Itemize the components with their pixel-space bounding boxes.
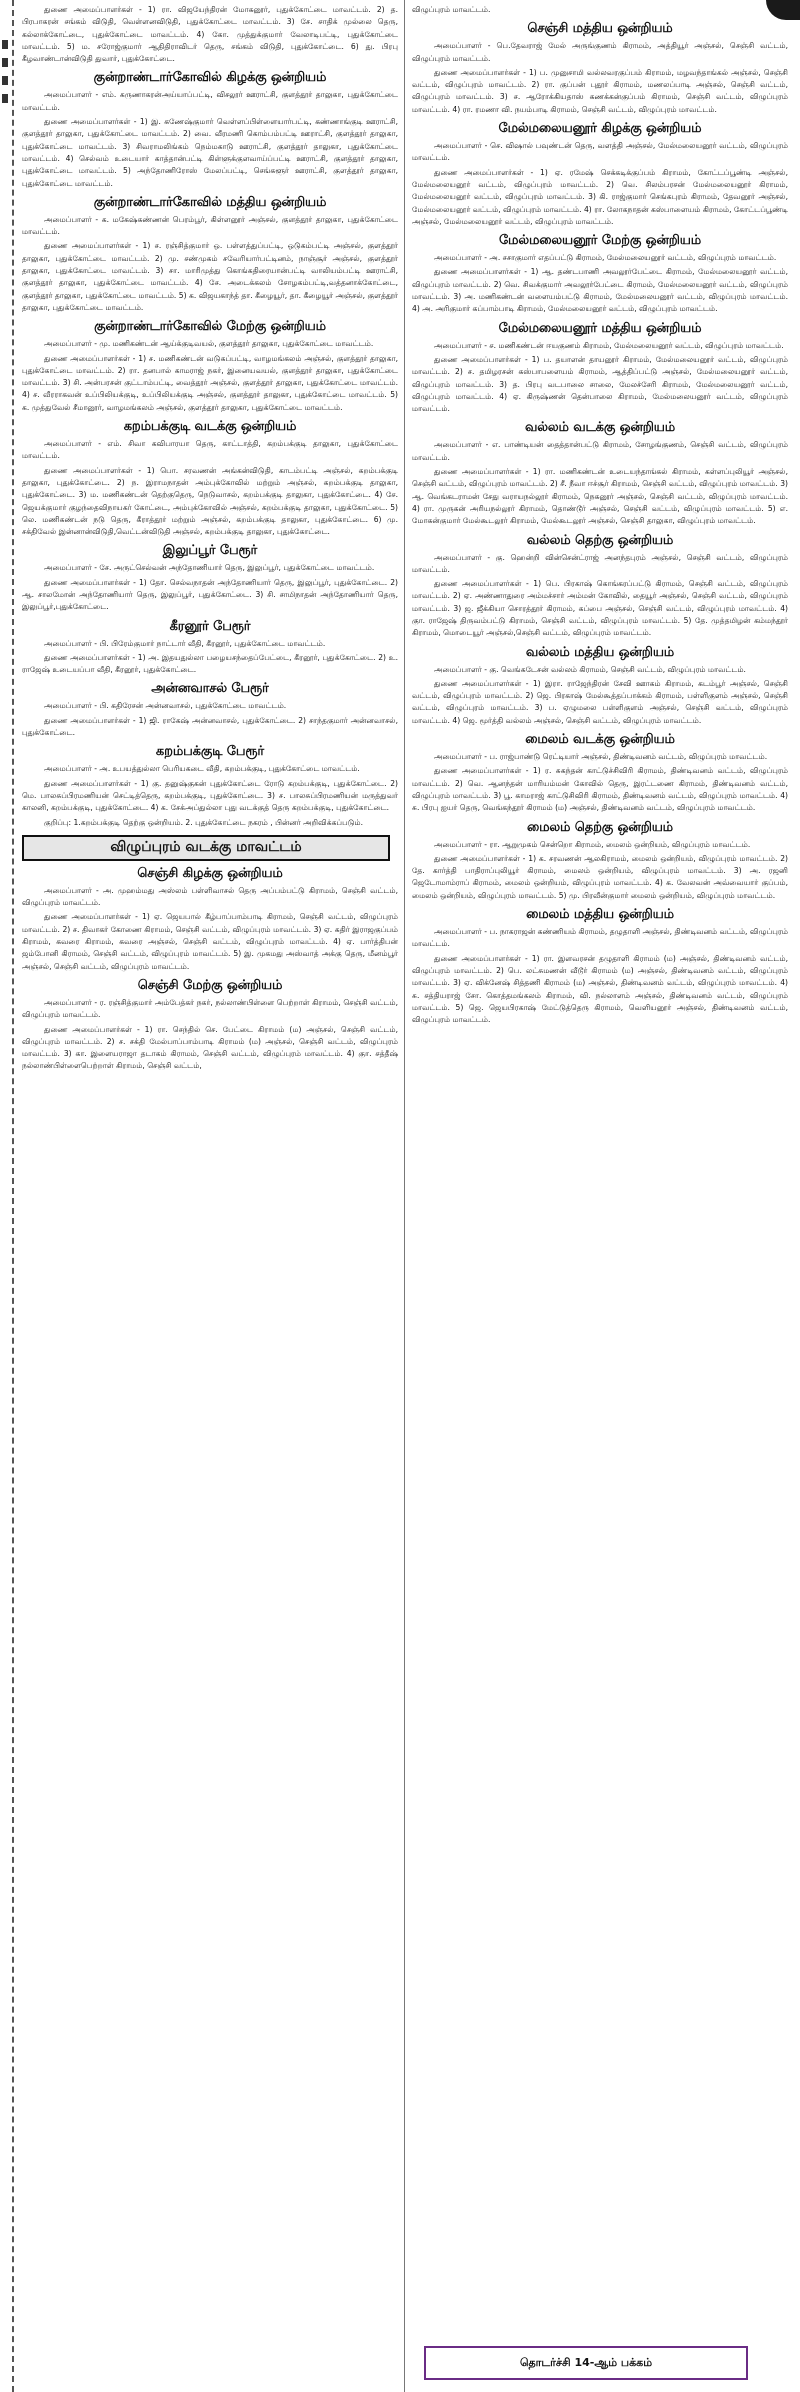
body-paragraph: துணை அமைப்பாளர்கள் - 1) ஏ. ஜெயபால் கீழ்பாப்பாம்பாடி கிராமம், செஞ்சி வட்டம், விழுப்புரம் மாவட்டம். 2) ச. திவாகர் கோணை கிராமம், செஞ்சி வட்டம், விழுப்புரம் மாவட்டம். 3) ஏ. கதிர் இராஜகுப்பம் கிராமம், கவரை கிராமம், கவரை அஞ்சல், செஞ்சி வட்டம், விழுப்புரம் மாவட்டம். 4) ஏ. பார்த்திபன் ஜம்போனி கிராமம், செஞ்சி வட்டம், விழுப்புரம் மாவட்டம். 5) இ. முகமது அஸ்வாத் அக்கு தெரு, மீனம்பூர் அஞ்சல், செஞ்சி வட்டம், விழுப்புரம் மாவட்டம். xyxy=(22,912,398,971)
body-paragraph: துணை அமைப்பாளர்கள் - 1) ச. மணிகண்டன் வடுகப்பட்டி, வாழமங்கலம் அஞ்சல், குளத்தூர் தாலுகா, புதுக்கோட்டை மாவட்டம். 2) ரா. தனபால் காமராஜ் நகர், இனையவயல், குளத்தூர் தாலுகா, புதுக்கோட்டை மாவட்டம். 3) சி. அன்பரசன் குட்டாம்பட்டி, வைத்தூர் அஞ்சல், குளத்தூர் தாலுகா, புதுக்கோட்டை மாவட்டம். 4) ச. வீரராகவன் உப்பிலியக்குடி, உப்பிலியக்குடி அஞ்சல், குளத்தூர் தாலுகா, புதுக்கோட்டை மாவட்டம். 5) க. முத்துவேல் சீமானூர், வாழமங்கலம் அஞ்சல், குளத்தூர் தாலுகா, புதுக்கோட்டை மாவட்டம். xyxy=(22,353,398,412)
body-paragraph: துணை அமைப்பாளர்கள் - 1) இ. கணேஷ்குமார் வெள்ளப்பிள்ளையார்பட்டி, கண்ணாங்குடி ஊராட்சி, குளத்தூர் தாலுகா, புதுக்கோட்டை மாவட்டம். 2) வை. வீரமணி கொம்பம்பட்டி ஊராட்சி, குளத்தூர் தாலுகா, புதுக்கோட்டை மாவட்டம். 3) சிவராமலிங்கம் நெம்மகாடு ஊராட்சி, குளத்தூர் தாலுகா, புதுக்கோட்டை மாவட்டம். 4) செல்வம் உடையார் காத்தான்பட்டி கிள்ளுக்குளவாய்ப்பட்டி ஊராட்சி, குளத்தூர் தாலுகா, புதுக்கோட்டை மாவட்டம். 5) அந்தோணிரோஸ் மேலப்பட்டி, செங்களூர் ஊராட்சி, குளத்தூர் தாலுகா, புதுக்கோட்டை மாவட்டம். xyxy=(22,117,398,188)
body-paragraph: துணை அமைப்பாளர்கள் - 1) ஏ. ரமேஷ் செக்கடிக்குப்பம் கிராமம், கோட்டப்பூண்டி அஞ்சல், மேல்மலையனூர் வட்டம், விழுப்புரம் மாவட்டம். 2) வெ. சிலம்பரசன் மேல்மலையனூர் கிராமம், மேல்மலையனூர் வட்டம், விழுப்புரம் மாவட்டம். 3) கி. ராஜ்குமார் செங்கபுரம் கிராமம், தேவனூர் அஞ்சல், மேல்மலையனூர் வட்டம், விழுப்புரம் மாவட்டம். 4) ரா. லோகநாதன் கஸ்பாளையம் கிராமம், கோட்டப்பூண்டி அஞ்சல், மேல்மலையனூர் வட்டம், விழுப்புரம் மாவட்டம். xyxy=(412,167,788,226)
body-paragraph: துணை அமைப்பாளர்கள் - 1) ப. முனுசாமி வல்லவரகுப்பம் கிராமம், மழவந்தாங்கல் அஞ்சல், செஞ்சி வட்டம், விழுப்புரம் மாவட்டம். 2) ரா. குப்பன் புதூர் கிராமம், மணலப்பாடி அஞ்சல், செஞ்சி வட்டம், விழுப்புரம் மாவட்டம். 3) ச. ஆரோக்கியதாஸ் கணக்கன்குப்பம் கிராமம், செஞ்சி வட்டம், விழுப்புரம் மாவட்டம். 4) ரா. ரமணா வி. நயம்பாடி கிராமம், செஞ்சி வட்டம், விழுப்புரம் மாவட்டம். xyxy=(412,67,788,114)
section-heading: குன்றாண்டார்கோவில் கிழக்கு ஒன்றியம் xyxy=(93,70,327,86)
body-paragraph: அமைப்பாளர் - ர. ரஞ்சித்குமார் அம்பேத்கர் நகர், நல்லாண்பிள்ளை பெற்றாள் கிராமம், செஞ்சி வட்டம், விழுப்புரம் மாவட்டம். xyxy=(22,997,398,1020)
district-banner: விழுப்புரம் வடக்கு மாவட்டம் xyxy=(22,835,390,861)
body-paragraph: அமைப்பாளர் - அ. சசாகுமார் எதப்பட்டு கிராமம், மேல்மலையனூர் வட்டம், விழுப்புரம் மாவட்டம். xyxy=(434,253,777,263)
body-paragraph: அமைப்பாளர் - கு. வெங்கடேசன் வல்லம் கிராமம், செஞ்சி வட்டம், விழுப்புரம் மாவட்டம். xyxy=(434,664,746,674)
section-heading: மேல்மலையனூர் மேற்கு ஒன்றியம் xyxy=(498,233,702,249)
edge-mark xyxy=(2,40,8,49)
body-paragraph: அமைப்பாளர் - பெ.தேவராஜ் மேல் அருங்குணம் கிராமம், அத்தியூர் அஞ்சல், செஞ்சி வட்டம், விழுப்புரம் மாவட்டம். xyxy=(412,41,788,63)
body-paragraph: துணை அமைப்பாளர்கள் - 1) பெ. பிரகாஷ் கொங்கரப்பட்டு கிராமம், செஞ்சி வட்டம், விழுப்புரம் மாவட்டம். 2) ஏ. அண்ணாதுரை அம்மச்சார் அம்மன் கோவில், தையூர் அஞ்சல், செஞ்சி வட்டம், விழுப்புரம் மாவட்டம். 3) ஜ. ஜீக்கியா சொரத்தூர் கிராமம், கப்பை அஞ்சல், செஞ்சி வட்டம், விழுப்புரம் மாவட்டம். 4) குா. ராஜேஷ் திருவம்பட்டு கிராமம், செஞ்சி வட்டம், விழுப்புரம் மாவட்டம். 5) தே. முத்தமிழன் கம்மந்தூர் கிராமம், மொடையூர் அஞ்சல்,செஞ்சி வட்டம், விழுப்புரம் மாவட்டம். xyxy=(412,579,788,638)
section-heading: குன்றாண்டார்கோவில் மத்திய ஒன்றியம் xyxy=(93,194,327,210)
section-heading: செஞ்சி மேற்கு ஒன்றியம் xyxy=(137,977,283,993)
body-paragraph: அமைப்பாளர் - பி. கதிரேசன் அன்னவாசல், புதுக்கோட்டை மாவட்டம். xyxy=(44,701,287,711)
body-paragraph: துணை அமைப்பாளர்கள் - 1) ஜி. ராகேஷ் அன்னவாசல், புதுக்கோட்டை. 2) சாந்தகுமார் அன்னவாசல், புதுக்கோட்டை. xyxy=(22,715,398,738)
body-paragraph: துணை அமைப்பாளர்கள் - 1) ரா. மணிகண்டன் உடையந்தாங்கல் கிராமம், கள்ளப்புலியூர் அஞ்சல், செஞ்சி வட்டம், விழுப்புரம் மாவட்டம். 2) சீ. நீவா ஈச்சூர் கிராமம், செஞ்சி வட்டம், விழுப்புரம் மாவட்டம். 3) ஆ. வெங்கடராமன் சேது வராயநல்லூர் கிராமம், நெகனூர் அஞ்சல், செஞ்சி வட்டம், விழுப்புரம் மாவட்டம். 4) ரா. முருகன் அரியநல்லூர் கிராமம், தொண்டூர் அஞ்சல், செஞ்சி வட்டம், விழுப்புரம் மாவட்டம். 5) எ. மோகன்குமார் மேல்கூடலூர் கிராமம், மேல்கூடலூர் அஞ்சல், செஞ்சி தாலுகா, விழுப்புரம் மாவட்டம். xyxy=(412,467,788,526)
continuation-box: தொடர்ச்சி 14-ஆம் பக்கம் xyxy=(424,2346,748,2380)
section-heading: கீரனூர் பேரூர் xyxy=(169,618,251,634)
body-paragraph: துணை அமைப்பாளர்கள் - 1) கு. தனுஷ்குகன் புதுக்கோட்டை ரோடு கறம்பக்குடி, புதுக்கோட்டை. 2) மெ. பாலசுப்பிரமணியன் செட்டித்தெரு, கறம்பக்குடி, புதுக்கோட்டை. 3) ச. பாலசுப்பிரமணியன் மருத்துவர் காலனி, கறம்பக்குடி, புதுக்கோட்டை. 4) க. சேக்அப்துல்லா புது வடக்குத் தெரு கறம்பக்குடி, புதுக்கோட்டை. xyxy=(22,778,398,813)
section-heading: வல்லம் மத்திய ஒன்றியம் xyxy=(525,644,675,660)
section-heading: மைலம் வடக்கு ஒன்றியம் xyxy=(525,732,675,748)
body-paragraph: துணை அமைப்பாளர்கள் - 1) பொ. சரவணன் அங்கன்விடுதி, காடம்பட்டி அஞ்சல், கறம்பக்குடி தாலுகா, புதுக்கோட்டை. 2) ந. இராமநாதன் அம்புக்கோவில் மற்றும் அஞ்சல், கறம்பக்குடி தாலுகா, புதுக்கோட்டை. 3) ம. மணிகண்டன் தெற்குதெரு, நெடுவாசல், கறம்பக்குடி தாலுகா, புதுக்கோட்டை. 4) சே. ஜெயக்குமார் குழந்தைவிநாயகர் கோட்டை, அம்புக்கோவில் அஞ்சல், கறம்பக்குடி தாலுகா, புதுக்கோட்டை. 5) லெ. மணிகண்டன் நடு தெரு, கீராத்தூர் மற்றும் அஞ்சல், கறம்பக்குடி தாலுகா, புதுக்கோட்டை. 6) மு. சக்திவேல் இன்னான்விடுதி,வெட்டன்விடுதி அஞ்சல், கறம்பக்குடி தாலுகா, புதுக்கோட்டை. xyxy=(22,465,398,537)
section-heading: மைலம் தெற்கு ஒன்றியம் xyxy=(527,819,673,835)
perforated-edge xyxy=(0,0,14,2392)
edge-mark xyxy=(2,58,8,67)
body-paragraph: அமைப்பாளர் - செ. விஷால் பவுண்டன் தெரு, வளத்தி அஞ்சல், மேல்மலையனூர் வட்டம், விழுப்புரம் மாவட்டம். xyxy=(412,141,788,163)
body-paragraph: துணை அமைப்பாளர்கள் - 1) க. சரவணன் ஆலகிராமம், மைலம் ஒன்றியம், விழுப்புரம் மாவட்டம். 2) தே. கார்த்தி பாதிராப்புலியூர் கிராமம், மைலம் ஒன்றியம், விழுப்புரம் மாவட்டம். 3) அ. ரஜனி ஜெடோமாம்ராப் கிராமம், மைலம் ஒன்றியம், விழுப்புரம் மாவட்டம். 4) க. வேலவன் அவ்வையார் குப்பம், மைலம் ஒன்றியம், விழுப்புரம் மாவட்டம். 5) மு. பிரவீன்குமார் மைலம் ஒன்றியம், விழுப்புரம் மாவட்டம். xyxy=(412,853,788,900)
body-paragraph: அமைப்பாளர் - எ. பாண்டியன் தைத்தான்பட்டு கிராமம், சோழங்குணம், செஞ்சி வட்டம், விழுப்புரம் மாவட்டம். xyxy=(412,440,788,462)
body-paragraph: அமைப்பாளர் - ப. நாகராஜன் கண்ணியம் கிராமம், தழுதாளி அஞ்சல், திண்டிவனம் வட்டம், விழுப்புரம் மாவட்டம். xyxy=(412,927,788,949)
section-heading: வல்லம் தெற்கு ஒன்றியம் xyxy=(526,532,674,548)
section-heading: வல்லம் வடக்கு ஒன்றியம் xyxy=(524,420,676,436)
section-heading: அன்னவாசல் பேரூர் xyxy=(151,681,269,697)
column-divider xyxy=(404,0,405,2392)
body-paragraph: அமைப்பாளர் - அ. முஹம்மது அஸ்லம் பள்ளிவாசல் தெரு அப்பம்பட்டு கிராமம், செஞ்சி வட்டம், விழுப்புரம் மாவட்டம். xyxy=(22,885,398,908)
body-paragraph: துணை அமைப்பாளர்கள் - 1) ரா. இளவரசன் தழுதாளி கிராமம் (ம) அஞ்சல், திண்டிவனம் வட்டம், விழுப்புரம் மாவட்டம். 2) பெ. லட்சுமணன் வீடூர் கிராமம் (ம) அஞ்சல், திண்டிவனம் வட்டம், விழுப்புரம் மாவட்டம். 3) ஏ. விக்னேஷ் சித்தணி கிராமம் (ம) அஞ்சல், திண்டிவனம் வட்டம், விழுப்புரம் மாவட்டம். 4) சு. சத்தியராஜ் சோ. கொத்தமங்கலம் கிராமம், வி. நல்லாளம் அஞ்சல், திண்டிவனம் வட்டம், விழுப்புரம் மாவட்டம். 5) ஜெ. ஜெயபிரகாஷ் மேட்டுத்தெரு கிராமம், வெளியனூர் அஞ்சல், திண்டிவனம் வட்டம், விழுப்புரம் மாவட்டம். xyxy=(412,953,788,1025)
body-paragraph: துணை அமைப்பாளர்கள் - 1) இரா. ராஜேந்திரன் சேவி ஊாகம் கிராமம், கடம்பூர் அஞ்சல், செஞ்சி வட்டம், விழுப்புரம் மாவட்டம். 2) ஜெ. பிரகாஷ் மேல்கூத்தப்பாக்கம் கிராமம், பள்ளிகுளம் அஞ்சல், செஞ்சி வட்டம், விழுப்புரம் மாவட்டம். 3) ப. ஏழுமலை பள்ளிகுளம் அஞ்சல், செஞ்சி வட்டம், விழுப்புரம் மாவட்டம். 4) ஜெ. மூர்த்தி வல்லம் அஞ்சல், செஞ்சி வட்டம், விழுப்புரம் மாவட்டம். xyxy=(412,678,788,725)
body-paragraph: அமைப்பாளர் - ப. ராஜ்பாண்டு ரெட்டியார் அஞ்சல், திண்டிவனம் வட்டம், விழுப்புரம் மாவட்டம். xyxy=(434,752,768,762)
right-column xyxy=(412,4,788,1028)
section-heading: மேல்மலையனூர் மத்திய ஒன்றியம் xyxy=(498,320,702,336)
edge-mark xyxy=(2,76,8,85)
body-paragraph: அமைப்பாளர் - ச. மணிகண்டன் ஈயகுணம் கிராமம், மேல்மலையனூர் வட்டம், விழுப்புரம் மாவட்டம். xyxy=(434,340,784,350)
body-paragraph: அமைப்பாளர் - கு. ஹென்றி வின்சென்ட்ராஜ் அனந்தபுரம் அஞ்சல், செஞ்சி வட்டம், விழுப்புரம் மாவட்டம். xyxy=(412,552,788,574)
body-paragraph: அமைப்பாளர் - க. மகேஷ்கண்ணன் பெரம்பூர், கிள்ளனூர் அஞ்சல், குளத்தூர் தாலுகா, புதுக்கோட்டை மாவட்டம். xyxy=(22,214,398,237)
body-paragraph: அமைப்பாளர் - சே. அருட்செல்வன் அந்தோணியார் தெரு, இலுப்பூர், புதுக்கோட்டை மாவட்டம். xyxy=(44,563,375,573)
section-heading: மேல்மலையனூர் கிழக்கு ஒன்றியம் xyxy=(498,121,702,137)
body-paragraph: அமைப்பாளர் - ரா. ஆறுமுகம் சென்றொ கிராமம், மைலம் ஒன்றியம், விழுப்புரம் மாவட்டம். xyxy=(434,839,751,849)
body-paragraph: அமைப்பாளர் - எம். சிவா கவிபாரயா தெரு, காட்டாத்தி, கறம்பக்குடி தாலுகா, புதுக்கோட்டை மாவட்டம். xyxy=(22,439,398,461)
body-paragraph: அமைப்பாளர் - அ. உபயத்துல்லா பெரியகடை வீதி, கறம்பக்குடி, புதுக்கோட்டை மாவட்டம். xyxy=(44,764,360,774)
section-heading: மைலம் மத்திய ஒன்றியம் xyxy=(526,907,674,923)
edge-mark xyxy=(2,94,8,103)
section-heading: இலுப்பூர் பேரூர் xyxy=(162,543,258,559)
body-paragraph: அமைப்பாளர் - மு. மணிகண்டன் ஆய்க்குடிவயல், குளத்தூர் தாலுகா, புதுக்கோட்டை மாவட்டம். xyxy=(44,339,374,349)
section-heading: கறம்பக்குடி வடக்கு ஒன்றியம் xyxy=(123,419,297,435)
body-paragraph: அமைப்பாளர் - பி. பிரேம்குமார் நாட்டார் வீதி, கீரனூர், புதுக்கோட்டை மாவட்டம். xyxy=(44,638,326,648)
section-heading: செஞ்சி கிழக்கு ஒன்றியம் xyxy=(137,865,283,881)
body-paragraph: துணை அமைப்பாளர்கள் - 1) ஆ. தண்டபாணி அவலூர்பேட்டை கிராமம், மேல்மலையனூர் வட்டம், விழுப்புரம் மாவட்டம். 2) வெ. சிவக்குமார் அவலூர்பேட்டை கிராமம், மேல்மலையனூர் வட்டம், விழுப்புரம் மாவட்டம். 3) அ. மணிகண்டன் வளையம்பட்டு கிராமம், மேல்மலையனூர் வட்டம், விழுப்புரம் மாவட்டம். 4) அ. அரிகுமார் கப்பாம்பாடி கிராமம், மேல்மலையனூர் வட்டம், விழுப்புரம் மாவட்டம். xyxy=(412,267,788,314)
body-paragraph: விழுப்புரம் மாவட்டம். xyxy=(412,5,491,14)
section-heading: கறம்பக்குடி பேரூர் xyxy=(155,744,265,760)
body-paragraph: துணை அமைப்பாளர்கள் - 1) ரா. விஜயேந்திரன் மோகனூர், புதுக்கோட்டை மாவட்டம். 2) த. பிரபாகரன் சங்கம் விடுதி, வெள்ளனவிடுதி, புதுக்கோட்டை மாவட்டம். 3) சே. சாதிக் முல்லை தெரு, கல்லாக்கோட்டை, புதுக்கோட்டை மாவட்டம். 4) கோ. முத்துக்குமார் வேலாடிபட்டி, புதுக்கோட்டை மாவட்டம். 5) ம. சரோஜ்குமார் ஆதிதிராவிடர் தெரு, சங்கம் விடுதி, புதுக்கோட்டை. 6) து. பிரபு கீழவாண்டான்விடுதி துவார், புதுக்கோட்டை. xyxy=(22,5,398,64)
section-heading: குன்றாண்டார்கோவில் மேற்கு ஒன்றியம் xyxy=(94,319,326,335)
body-paragraph: துணை அமைப்பாளர்கள் - 1) ரா. செந்தில் செ. பேட்டை கிராமம் (ம) அஞ்சல், செஞ்சி வட்டம், விழுப்புரம் மாவட்டம். 2) ச. சக்தி மேல்பாப்பாம்பாடி கிராமம் (ம) அஞ்சல், செஞ்சி வட்டம், விழுப்புரம் மாவட்டம். 3) கா. இளையராஜா தடாகம் கிராமம், செஞ்சி வட்டம், விழுப்புரம் மாவட்டம். 4) குா. சத்தீஷ் நல்லாண்பிள்ளைபெற்றாள் கிராமம், செஞ்சி வட்டம், xyxy=(22,1024,398,1071)
body-paragraph: குறிப்பு: 1.கறம்பக்குடி தெற்கு ஒன்றியம். 2. புதுக்கோட்டை நகரம் , பின்னர் அறிவிக்கப்படும். xyxy=(44,817,364,827)
left-column xyxy=(22,4,398,1075)
body-paragraph: அமைப்பாளர் - எம். கருணாகரன்அய்யாப்பட்டி, விசலூர் ஊராட்சி, குளத்தூர் தாலுகா, புதுக்கோட்டை மாவட்டம். xyxy=(22,90,398,112)
body-paragraph: துணை அமைப்பாளர்கள் - 1) ர. சுகந்தன் காட்டுச்சிவிரி கிராமம், திண்டிவனம் வட்டம், விழுப்புரம் மாவட்டம். 2) வெ. ஆனந்தன் மாரியம்மன் கோவில் தெரு, இரட்டணை கிராமம், திண்டிவனம் வட்டம், விழுப்புரம் மாவட்டம். 3) பூ. காமராஜ் காட்டுசிவிரி கிராமம், திண்டிவனம் வட்டம், விழுப்புரம் மாவட்டம். 4) சு. பிரபு ஐயர் தெரு, வெங்கந்தூர் கிராமம் (ம) அஞ்சல், திண்டிவனம் வட்டம், விழுப்புரம் மாவட்டம். xyxy=(412,766,788,813)
body-paragraph: துணை அமைப்பாளர்கள் - 1) ப. தயாளன் தாயனூர் கிராமம், மேல்மலையனூர் வட்டம், விழுப்புரம் மாவட்டம். 2) ச. தமிழரசன் கஸ்பாபளையம் கிராமம், ஆத்திப்பட்டு அஞ்சல், மேல்மலையனூர் வட்டம், விழுப்புரம் மாவட்டம். 3) த. பிரபு வடபாலை சாலை, மேலச்சேரி கிராமம், மேல்மலையனூர் வட்டம், விழுப்புரம் மாவட்டம். 4) ஏ. கிருஷ்ணன் தென்பாலை கிராமம், மேல்மலையனூர் வட்டம், விழுப்புரம் மாவட்டம். xyxy=(412,354,788,414)
body-paragraph: துணை அமைப்பாளர்கள் - 1) ச. ரஞ்சித்குமார் ஒ. பள்ளத்துப்பட்டி, ஒடுகம்பட்டி அஞ்சல், குளத்தூர் தாலுகா, புதுக்கோட்டை மாவட்டம். 2) மு. சண்முகம் சவேரியார்பட்டினம், நாஞ்சூர் அஞ்சல், குளத்தூர் தாலுகா, புதுக்கோட்டை மாவட்டம். 3) சா. மாரிமுத்து கொங்கதிரையான்பட்டி வாலியம்பட்டி ஊராட்சி, குளத்தூர் தாலுகா, புதுக்கோட்டை மாவட்டம். 4) சே. அடைக்கலம் சோழகம்பட்டி,வத்தனாக்கோட்டை, குளத்தூர் தாலுகா, புதுக்கோட்டை மாவட்டம். 5) க. விஜயகாந்த் தா. கீழையூர், தா. கீழையூர் அஞ்சல், குளத்தூர் தாலுகா, புதுக்கோட்டை மாவட்டம். xyxy=(22,241,398,312)
section-heading: செஞ்சி மத்திய ஒன்றியம் xyxy=(527,21,673,37)
body-paragraph: துணை அமைப்பாளர்கள் - 1) தோ. செல்வநாதன் அந்தோணியார் தெரு, இலுப்பூர், புதுக்கோட்டை. 2) ஆ. சாலமோன் அந்தோணியார் தெரு, இலுப்பூர், புதுக்கோட்டை. 3) சி. சாமிநாதன் அந்தோணியார் தெரு, இலுப்பூர்,புதுக்கோட்டை. xyxy=(22,577,398,612)
body-paragraph: துணை அமைப்பாளர்கள் - 1) அ. இதயதுல்லா பழையசந்தைப்பேட்டை, கீரனூர், புதுக்கோட்டை. 2) உ. ராஜேஷ் உடையப்பா வீதி, கீரனூர், புதுக்கோட்டை. xyxy=(22,652,398,675)
